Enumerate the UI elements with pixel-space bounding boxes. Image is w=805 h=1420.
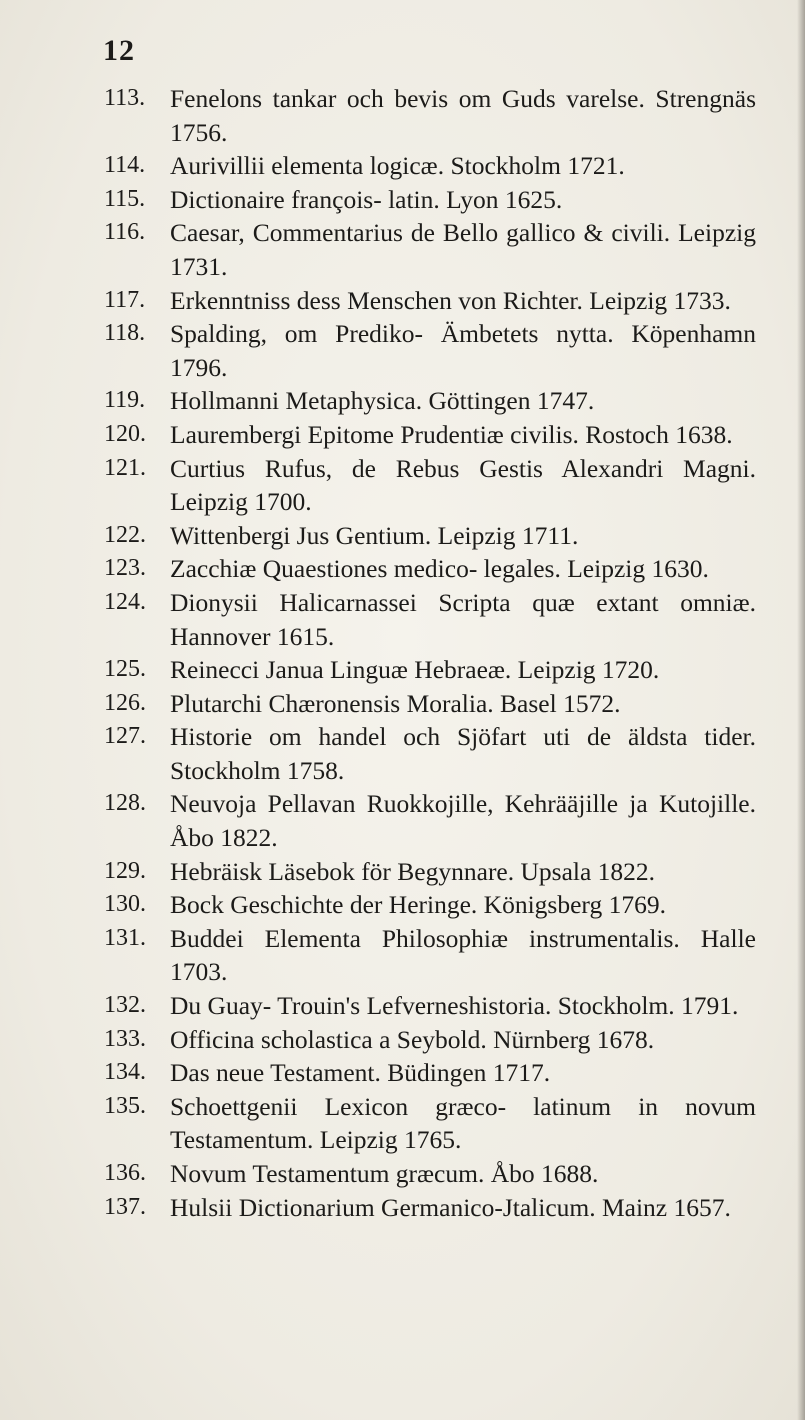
entry-number: 129.: [104, 857, 146, 884]
entry-text: Reinecci Janua Linguæ Hebraeæ. Leipzig 1720.: [170, 655, 660, 685]
catalogue-entry: [104, 1090, 756, 1157]
entry-text: Historie om handel och Sjöfart uti de äldsta tider. Stockholm 1758.: [170, 722, 756, 785]
entry-number: 125.: [104, 656, 146, 683]
catalogue-entry: [104, 384, 756, 418]
entry-number: 113.: [104, 85, 146, 111]
catalogue-entry: [104, 452, 756, 519]
entry-number: 120.: [104, 420, 146, 447]
catalogue-entry: [104, 149, 756, 183]
catalogue-entry: [104, 653, 756, 687]
entry-text: Novum Testamentum græcum. Åbo 1688.: [170, 1159, 599, 1188]
entry-text: Wittenbergi Jus Gentium. Leipzig 1711.: [170, 520, 579, 550]
catalogue-entry: [104, 317, 756, 384]
catalogue-entry: [104, 183, 756, 217]
entry-text: Dionysii Halicarnassei Scripta quæ extant omniæ. Hannover 1615.: [170, 587, 756, 651]
catalogue-entry: [104, 888, 756, 922]
entry-number: 127.: [104, 723, 146, 750]
catalogue-list: [104, 82, 756, 1224]
catalogue-entry: [104, 922, 756, 989]
entry-number: 121.: [104, 454, 146, 481]
entry-text: Officina scholastica a Seybold. Nürnberg 1678.: [170, 1024, 655, 1054]
entry-number: 135.: [104, 1092, 146, 1119]
catalogue-entry: [104, 552, 756, 586]
entry-text: Hebräisk Läsebok för Begynnare. Upsala 1822.: [170, 856, 656, 886]
catalogue-entry: [104, 787, 756, 854]
catalogue-entry: [104, 216, 756, 283]
entry-text: Hollmanni Metaphysica. Göttingen 1747.: [170, 386, 595, 416]
catalogue-entry: [104, 1023, 756, 1057]
entry-number: 116.: [104, 219, 146, 246]
catalogue-entry: [104, 1191, 756, 1225]
entry-text: Caesar, Commentarius de Bello gallico & civili. Leipzig 1731.: [170, 218, 756, 281]
catalogue-entry: [104, 687, 756, 721]
entry-text: Aurivillii elementa logicæ. Stockholm 1721.: [170, 151, 625, 181]
entry-text: Erkenntniss dess Menschen von Richter. Leipzig 1733.: [170, 285, 731, 315]
page-edge-shadow: [797, 0, 805, 1420]
entry-number: 115.: [104, 185, 146, 212]
catalogue-entry: [104, 720, 756, 787]
entry-text: Fenelons tankar och bevis om Guds varelse. Strengnäs 1756.: [170, 84, 756, 147]
entry-text: Dictionaire françois- latin. Lyon 1625.: [170, 184, 563, 214]
catalogue-entry: [104, 586, 756, 653]
catalogue-entry: [104, 418, 756, 452]
entry-number: 117.: [104, 286, 146, 313]
entry-number: 130.: [104, 891, 146, 918]
entry-number: 126.: [104, 689, 146, 716]
entry-text: Bock Geschichte der Heringe. Königsberg 1769.: [170, 890, 666, 920]
catalogue-entry: [104, 855, 756, 889]
entry-text: Zacchiæ Quaestiones medico- legales. Leipzig 1630.: [170, 554, 709, 584]
entry-number: 128.: [104, 790, 146, 817]
entry-number: 137.: [104, 1193, 146, 1220]
catalogue-entry: [104, 1157, 756, 1191]
catalogue-entry: [104, 82, 756, 149]
entry-text: Spalding, om Prediko- Ämbetets nytta. Köpenhamn 1796.: [170, 319, 756, 382]
entry-text: Das neue Testament. Büdingen 1717.: [170, 1058, 551, 1088]
entry-number: 114.: [104, 152, 146, 179]
page-number: 12: [103, 34, 135, 67]
entry-number: 119.: [104, 387, 146, 414]
catalogue-entry: [104, 989, 756, 1023]
entry-text: Neuvoja Pellavan Ruokkojille, Kehrääjille ja Kutojille. Åbo 1822.: [170, 789, 756, 853]
entry-text: Du Guay- Trouin's Lefverneshistoria. Stockholm. 1791.: [170, 991, 739, 1021]
entry-number: 122.: [104, 521, 146, 548]
entry-text: Buddei Elementa Philosophiæ instrumentalis. Halle 1703.: [170, 923, 756, 987]
entry-number: 123.: [104, 555, 146, 582]
entry-text: Laurembergi Epitome Prudentiæ civilis. Rostoch 1638.: [170, 419, 733, 449]
entry-number: 132.: [104, 992, 146, 1019]
entry-number: 118.: [104, 320, 146, 347]
entry-text: Plutarchi Chæronensis Moralia. Basel 1572.: [170, 688, 621, 718]
catalogue-entry: [104, 284, 756, 318]
catalogue-entry: [104, 1056, 756, 1090]
entry-number: 133.: [104, 1025, 146, 1052]
entry-text: Hulsii Dictionarium Germanico-Jtalicum. Mainz 1657.: [170, 1192, 731, 1222]
entry-text: Schoettgenii Lexicon græco- latinum in novum Testamentum. Leipzig 1765.: [170, 1091, 756, 1155]
catalogue-entry: [104, 519, 756, 553]
entry-text: Curtius Rufus, de Rebus Gestis Alexandri Magni. Leipzig 1700.: [170, 453, 756, 517]
entry-number: 131.: [104, 924, 146, 951]
entry-number: 136.: [104, 1160, 146, 1186]
entry-number: 124.: [104, 588, 146, 615]
entry-number: 134.: [104, 1059, 146, 1086]
